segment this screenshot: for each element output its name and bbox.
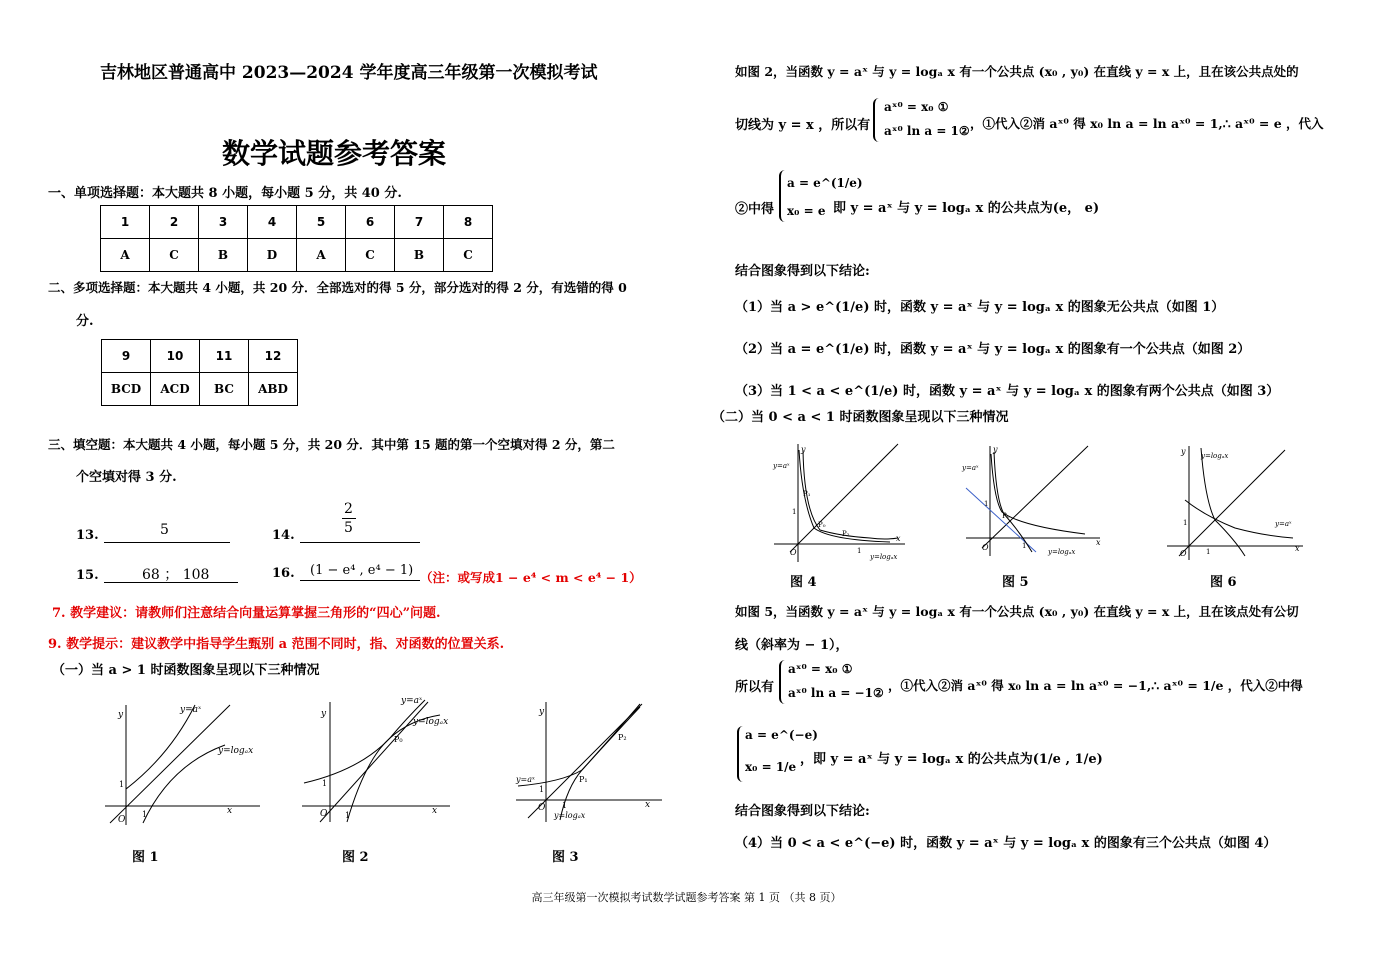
case2-heading: （二）当 0 < a < 1 时函数图象呈现以下三种情况: [712, 410, 1009, 425]
conclusion2-heading: 结合图象得到以下结论:: [735, 804, 870, 819]
fig1-label-one-y: 1: [119, 780, 125, 789]
system2-brace: [779, 170, 787, 222]
fig4-label-p0: P₀: [818, 521, 826, 529]
system1-brace: [873, 98, 881, 142]
figure5-graph: [960, 440, 1110, 565]
table-cell: 7: [395, 206, 444, 239]
table-cell: B: [395, 239, 444, 272]
fig3-label-p1: P₁: [579, 775, 588, 784]
table-cell: B: [199, 239, 248, 272]
system2-row2: x₀ = e: [787, 204, 826, 218]
section1-answer-table: [100, 205, 493, 272]
fig3-label-p2: P₂: [618, 733, 627, 742]
fig6-label-x: x: [1295, 544, 1300, 553]
table-cell: 6: [346, 206, 395, 239]
fig1-label-y: y: [118, 710, 124, 720]
conclusion-2: （2）当 a = e^(1/e) 时，函数 y = aˣ 与 y = logₐ x 的图象有一个公共点（如图 2）: [735, 342, 1251, 357]
q14-fraction-bar: [342, 518, 356, 519]
q14-label: 14.: [272, 528, 295, 543]
right-p2-line2: 线（斜率为 − 1），: [735, 638, 849, 653]
fig1-label-x: x: [227, 806, 233, 816]
table-cell: C: [150, 239, 199, 272]
fig6-label-one-y: 1: [1183, 519, 1188, 527]
figure6-caption: 图 6: [1210, 575, 1237, 590]
fig1-label-one-x: 1: [142, 810, 148, 819]
table-cell: C: [346, 239, 395, 272]
fig4-label-origin: O: [790, 548, 797, 557]
conclusion1-heading: 结合图象得到以下结论:: [735, 264, 870, 279]
right-p1-line3b: 即 y = aˣ 与 y = logₐ x 的公共点为(e， e): [833, 201, 1100, 216]
fig3-label-log: y=logₐx: [554, 811, 586, 820]
case1-heading: （一）当 a > 1 时函数图象呈现以下三种情况: [52, 663, 320, 678]
fig4-label-y: y: [801, 445, 806, 454]
section2-heading: 二、多项选择题：本大题共 4 小题，共 20 分．全部选对的得 5 分，部分选对的得 2 分，有选错的得 0: [48, 280, 627, 295]
table-cell: 4: [248, 206, 297, 239]
fig3-label-x: x: [645, 800, 651, 810]
table-cell: D: [248, 239, 297, 272]
system4-row1: a = e^(−e): [745, 728, 818, 742]
fig3-label-origin: O: [538, 803, 546, 813]
fig6-label-origin: O: [1180, 549, 1187, 558]
fig4-label-log: y=logₐx: [870, 553, 898, 561]
table-cell: 10: [151, 340, 200, 373]
q16-label: 16.: [272, 566, 295, 581]
figure4-caption: 图 4: [790, 575, 817, 590]
fig2-label-y: y: [321, 709, 327, 719]
q14-blank: [300, 528, 420, 543]
table-cell: A: [297, 239, 346, 272]
fig2-label-p0: P₀: [394, 735, 403, 744]
fig5-label-y: y: [993, 445, 998, 454]
table-cell: 11: [200, 340, 249, 373]
table-cell: 12: [249, 340, 298, 373]
fig6-label-log: y=logₐx: [1201, 452, 1229, 460]
fig1-label-log: y=logₐx: [218, 746, 254, 756]
q16-answer: (1 − e⁴ , e⁴ − 1): [310, 563, 414, 578]
table-cell: A: [101, 239, 150, 272]
fig4-label-one-x: 1: [857, 547, 862, 555]
q15-answer: 68 ； 108: [142, 567, 210, 583]
section3-heading: 三、填空题：本大题共 4 小题，每小题 5 分，共 20 分．其中第 15 题的第一个空填对得 2 分，第二: [48, 437, 615, 452]
fig6-label-y: y: [1181, 447, 1186, 456]
fig3-label-one-y: 1: [539, 785, 545, 794]
fig4-label-x: x: [896, 534, 901, 543]
section1-heading: 一、单项选择题：本大题共 8 小题，每小题 5 分，共 40 分.: [48, 186, 402, 201]
table-cell: 2: [150, 206, 199, 239]
table-cell: 5: [297, 206, 346, 239]
figure2-graph: [300, 690, 470, 830]
q13-label: 13.: [76, 528, 99, 543]
fig5-label-x: x: [1096, 538, 1101, 547]
fig4-label-p2: P₂: [842, 530, 850, 538]
fig5-label-exp: y=aˣ: [962, 464, 979, 472]
fig1-label-exp: y=aˣ: [180, 705, 202, 715]
right-p2-line4: ，即 y = aˣ 与 y = logₐ x 的公共点为(1/e , 1/e): [800, 752, 1103, 767]
page-footer: 高三年级第一次模拟考试数学试题参考答案 第 1 页 （共 8 页）: [531, 891, 842, 904]
fig1-label-origin: O: [118, 815, 126, 825]
right-p1-line2b: ，①代入②消 aˣ⁰ 得 x₀ ln a = ln aˣ⁰ = 1,∴ aˣ⁰ = e ，代入: [970, 116, 1324, 131]
q14-denominator: 5: [344, 520, 353, 536]
exam-title: 吉林地区普通高中 2023—2024 学年度高三年级第一次模拟考试: [100, 63, 598, 83]
document-subtitle: 数学试题参考答案: [222, 137, 447, 170]
figure3-graph: [512, 692, 672, 832]
table-cell: 8: [444, 206, 493, 239]
system3-brace: [779, 660, 787, 704]
conclusion-4: （4）当 0 < a < e^(−e) 时，函数 y = aˣ 与 y = logₐ x 的图象有三个公共点（如图 4）: [735, 836, 1277, 851]
fig3-label-y: y: [539, 707, 545, 717]
table-cell: ABD: [249, 373, 298, 406]
figure1-caption: 图 1: [132, 850, 159, 865]
fig5-label-log: y=logₐx: [1048, 548, 1076, 556]
system1-row2: aˣ⁰ ln a = 1②: [884, 124, 970, 138]
fig4-label-p1: P₁: [803, 490, 811, 498]
fig5-label-one-x: 1: [1022, 542, 1027, 550]
right-p2-line3a: 所以有: [735, 680, 775, 695]
right-p2-line1: 如图 5，当函数 y = aˣ 与 y = logₐ x 有一个公共点 (x₀ , y₀) 在直线 y = x 上，且在该点处有公切: [735, 604, 1299, 619]
table-cell: C: [444, 239, 493, 272]
system3-row1: aˣ⁰ = x₀ ①: [788, 662, 853, 676]
right-p2-line3b: ，①代入②消 aˣ⁰ 得 x₀ ln a = ln aˣ⁰ = −1,∴ aˣ⁰ = 1/e ，代入②中得: [888, 678, 1303, 693]
fig4-label-one-y: 1: [792, 508, 797, 516]
system2-row1: a = e^(1/e): [787, 176, 863, 190]
fig3-label-exp: y=aˣ: [516, 775, 535, 784]
figure5-caption: 图 5: [1002, 575, 1029, 590]
teaching-note-9: 9. 教学提示：建议教学中指导学生甄别 a 范围不同时，指、对函数的位置关系.: [48, 637, 505, 652]
fig2-label-one-x: 1: [345, 811, 351, 820]
table-cell: 3: [199, 206, 248, 239]
fig5-label-one-y: 1: [984, 500, 989, 508]
fig2-label-x: x: [432, 806, 438, 816]
figure6-graph: [1165, 440, 1310, 565]
fig6-label-one-x: 1: [1206, 548, 1211, 556]
teaching-note-7: 7. 教学建议：请教师们注意结合向量运算掌握三角形的“四心”问题.: [52, 606, 441, 621]
section3-heading-cont: 个空填对得 3 分.: [76, 470, 177, 485]
conclusion-3: （3）当 1 < a < e^(1/e) 时，函数 y = aˣ 与 y = logₐ x 的图象有两个公共点（如图 3）: [735, 384, 1280, 399]
conclusion-1: （1）当 a > e^(1/e) 时，函数 y = aˣ 与 y = logₐ x 的图象无公共点（如图 1）: [735, 300, 1225, 315]
fig2-label-exp: y=aˣ: [401, 696, 423, 706]
q15-label: 15.: [76, 568, 99, 583]
right-p1-line3a: ②中得: [735, 202, 775, 217]
q14-numerator: 2: [344, 501, 353, 517]
right-p1-line2a: 切线为 y = x ，所以有: [735, 118, 871, 133]
table-cell: 9: [102, 340, 151, 373]
system4-brace: [737, 726, 745, 782]
figure3-caption: 图 3: [552, 850, 579, 865]
figure2-caption: 图 2: [342, 850, 369, 865]
right-p1-line1: 如图 2，当函数 y = aˣ 与 y = logₐ x 有一个公共点 (x₀ , y₀) 在直线 y = x 上，且在该公共点处的: [735, 64, 1299, 79]
table-cell: ACD: [151, 373, 200, 406]
table-cell: BCD: [102, 373, 151, 406]
section2-heading-cont: 分.: [76, 314, 94, 329]
table-cell: 1: [101, 206, 150, 239]
fig6-label-exp: y=aˣ: [1275, 520, 1292, 528]
fig2-label-log: y=logₐx: [413, 717, 449, 727]
q16-note: （注：或写成1 − e⁴ < m < e⁴ − 1）: [420, 570, 642, 585]
section2-answer-table: [101, 339, 298, 406]
q13-answer: 5: [160, 522, 169, 538]
fig2-label-one-y: 1: [322, 779, 328, 788]
fig2-label-origin: O: [320, 809, 328, 819]
system1-row1: aˣ⁰ = x₀ ①: [884, 100, 949, 114]
figure4-graph: [770, 440, 910, 570]
system4-row2: x₀ = 1/e: [745, 760, 797, 774]
table-cell: BC: [200, 373, 249, 406]
fig3-label-one-x: 1: [562, 801, 568, 810]
fig5-label-p0: P₀: [1002, 512, 1010, 520]
figure1-graph: [100, 695, 270, 830]
fig4-label-exp: y=aˣ: [773, 462, 790, 470]
system3-row2: aˣ⁰ ln a = −1②: [788, 686, 884, 700]
fig5-label-origin: O: [982, 543, 989, 552]
